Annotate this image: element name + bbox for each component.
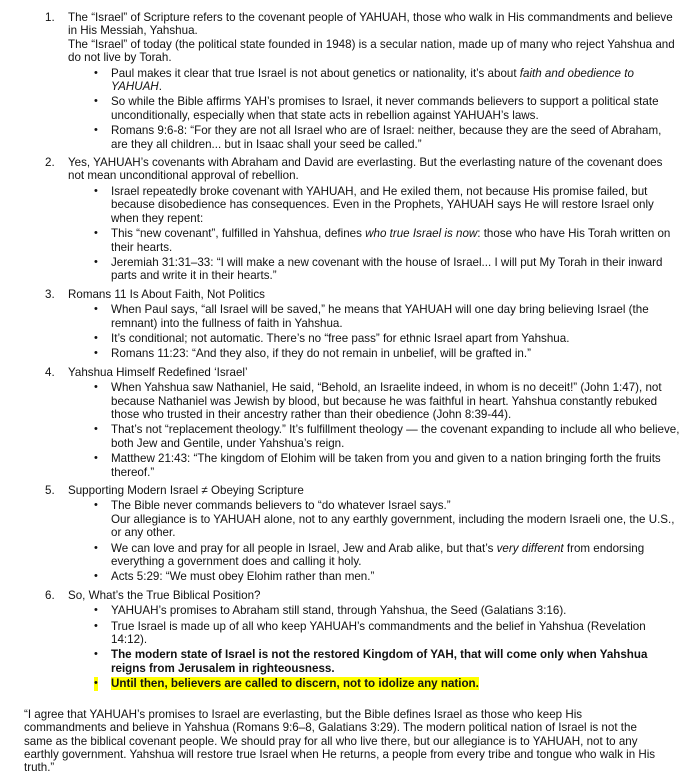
bullet-list [68, 185, 681, 283]
bullet-item: • Israel repeatedly broke covenant with YAHUAH, and He exiled them, not because His promise failed, but because disobedience has consequences. Even in the Prophets, YAHUAH says He will restore Israel only when they repent: [94, 184, 654, 225]
bullet-icon: • [94, 303, 98, 316]
bullet-icon: • [94, 570, 98, 583]
bullet-icon: • [94, 541, 98, 554]
bullet-list [68, 67, 681, 151]
item-number: 3. [45, 287, 55, 301]
bullet-list [68, 381, 681, 479]
item-title: Supporting Modern Israel ≠ Obeying Scripture [68, 484, 304, 497]
closing-quote: “I agree that YAHUAH’s promises to Israel are everlasting, but the Bible defines Israel as those who keep His commandments and believe in Yahshua (Romans 9:6–8, Galatians 3:29). The modern political nation of Israel is not the same as the biblical covenant people. We should pray for all who live there, but our allegiance is to YAHUAH, not to any earthly government. Yahshua will restore true Israel when He returns, a people from every tribe and tongue who walk in His truth.” [24, 707, 656, 775]
numbered-list [0, 11, 681, 691]
bullet-item: • When Paul says, “all Israel will be saved,” he means that YAHUAH will one day bring believing Israel (the remnant) into the fullness of faith in Yahshua. [94, 303, 649, 330]
list-item-6 [0, 589, 681, 691]
bullet-icon: • [94, 423, 98, 436]
bullet-icon: • [94, 347, 98, 360]
bullet-icon: • [94, 66, 98, 79]
bullet-icon: • [94, 381, 98, 394]
item-number: 2. [45, 156, 55, 170]
bullet-item: • Matthew 21:43: “The kingdom of Elohim will be taken from you and given to a nation bringing forth the fruits thereof.” [94, 452, 661, 479]
bullet-item: • YAHUAH’s promises to Abraham still stand, through Yahshua, the Seed (Galatians 3:16). [94, 604, 567, 618]
list-item-2 [0, 156, 681, 283]
bullet-continuation: Our allegiance is to YAHUAH alone, not to any earthly government, including the modern Israeli one, the U.S., or any other. [111, 512, 675, 540]
bullet-item-highlighted [68, 677, 681, 690]
bullet-item: • Romans 9:6-8: “For they are not all Israel who are of Israel: neither, because they are the seed of Abraham, are they all children... but in Isaac shall your seed be called.” [94, 124, 662, 151]
item-number: 5. [45, 484, 55, 497]
bullet-icon: • [94, 331, 98, 344]
bullet-item: • Acts 5:29: “We must obey Elohim rather than men.” [94, 570, 375, 584]
bullet-icon: • [94, 619, 98, 632]
list-item-3 [0, 288, 681, 361]
bullet-icon: • [94, 499, 98, 512]
bullet-icon: • [94, 255, 98, 268]
bullet-item: • True Israel is made up of all who keep YAHUAH’s commandments and the belief in Yahshua (Revelation 14:12). [94, 619, 646, 647]
item-number: 6. [45, 588, 55, 602]
item-subtitle: The “Israel” of today (the political state founded in 1948) is a secular nation, made up of many who reject Yahshua and do not live by Torah. [68, 37, 675, 65]
list-item-4 [0, 366, 681, 479]
highlighted-text: Until then, believers are called to discern, not to idolize any nation. [111, 677, 479, 691]
bullet-icon: • [94, 648, 98, 661]
item-title: The “Israel” of Scripture refers to the covenant people of YAHUAH, those who walk in His commandments and believe in His Messiah, Yahshua. [68, 11, 673, 38]
bullet-item: • This “new covenant”, fulfilled in Yahshua, defines who true Israel is now: those who have His Torah written on their hearts. [94, 227, 671, 254]
bullet-item: • We can love and pray for all people in Israel, Jew and Arab alike, but that’s very different from endorsing everything a government does and calling it holy. [94, 541, 645, 569]
item-number: 1. [45, 11, 55, 24]
bullet-item: • Romans 11:23: “And they also, if they do not remain in unbelief, will be grafted in.” [94, 347, 531, 361]
item-title: Yes, YAHUAH’s covenants with Abraham and David are everlasting. But the everlasting nature of the covenant does not mean unconditional approval of rebellion. [68, 156, 663, 183]
bullet-item: • The Bible never commands believers to “do whatever Israel says.” Our allegiance is to YAHUAH alone, not to any earthly government, including the modern Israeli one, the U.S., or any other. [68, 499, 681, 539]
bullet-item: • When Yahshua saw Nathaniel, He said, “Behold, an Israelite indeed, in whom is no deceit!” (John 1:47), not because Nathaniel was Jewish by blood, but because he was faithful in heart. Yahshua constantly rebuked those who trusted in their ancestry rather than their obedience (John 8:39-44). [94, 381, 662, 421]
bullet-item: • So while the Bible affirms YAH’s promises to Israel, it never commands believers to support a political state unconditionally, especially when that state acts in rebellion against YAHUAH’s laws. [94, 95, 659, 122]
bullet-icon: • [94, 184, 98, 197]
bullet-icon: • [94, 604, 98, 617]
bullet-icon: • [94, 95, 98, 108]
bullet-icon: • [94, 452, 98, 465]
bullet-icon: • [94, 227, 98, 240]
list-item-5 [0, 484, 681, 584]
bullet-icon: • [94, 124, 98, 137]
bullet-item: • Paul makes it clear that true Israel is not about genetics or nationality, it’s about faith and obedience to YAHUAH. [94, 66, 634, 94]
bullet-item: • The modern state of Israel is not the restored Kingdom of YAH, that will come only when Yahshua reigns from Jerusalem in righteousness. [94, 648, 648, 675]
bullet-item: • That’s not “replacement theology.” It’s fulfillment theology — the covenant expanding to include all who believe, both Jew and Gentile, under Yahshua’s reign. [94, 423, 680, 450]
bullet-item: • Jeremiah 31:31–33: “I will make a new covenant with the house of Israel... I will put My Torah in their inward parts and write it in their hearts.” [94, 255, 663, 283]
bullet-list [68, 604, 681, 690]
bullet-icon: • [94, 677, 98, 690]
item-title: Yahshua Himself Redefined ‘Israel’ [68, 365, 248, 379]
item-title: Romans 11 Is About Faith, Not Politics [68, 287, 265, 301]
bullet-list [68, 499, 681, 583]
item-title: So, What’s the True Biblical Position? [68, 588, 261, 602]
list-item-1 [0, 11, 681, 151]
item-number: 4. [45, 365, 55, 379]
bullet-item: • It’s conditional; not automatic. There’s no “free pass” for ethnic Israel apart from Yahshua. [94, 331, 570, 345]
bullet-list [68, 303, 681, 361]
